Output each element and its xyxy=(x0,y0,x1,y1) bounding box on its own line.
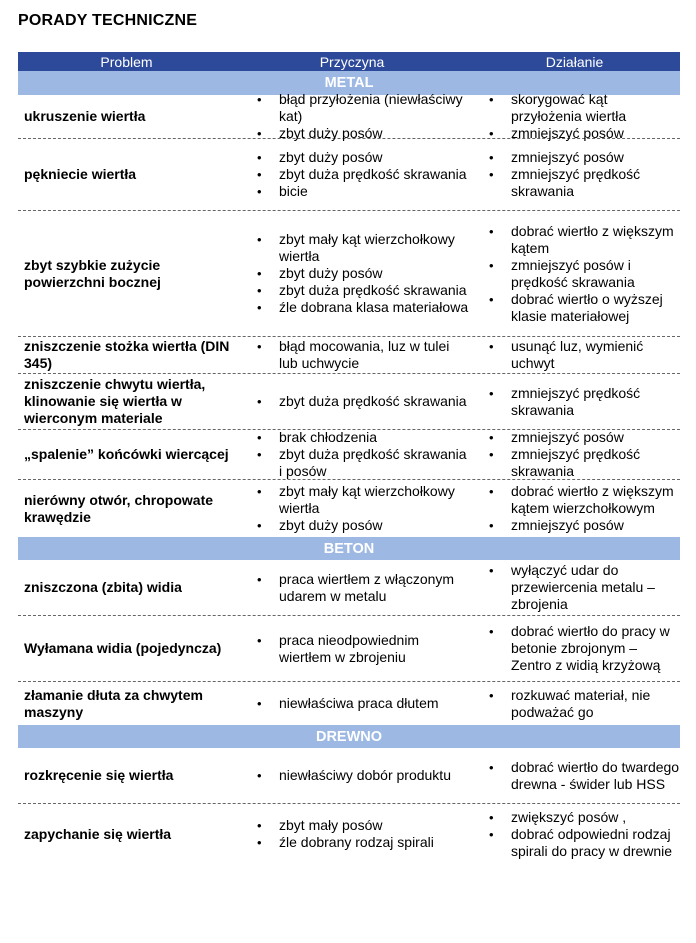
bullet-text: zbyt duży posów xyxy=(279,517,383,533)
bullet-icon: • xyxy=(257,696,262,711)
bullet-text: źle dobrana klasa materiałowa xyxy=(279,299,469,315)
bullet-item xyxy=(257,817,469,834)
bullet-icon: • xyxy=(489,167,494,182)
bullet-item xyxy=(257,299,469,316)
bullet-item xyxy=(257,834,469,851)
bullet-icon: • xyxy=(257,232,262,247)
bullet-icon: • xyxy=(257,167,262,182)
bullet-text: zwiększyć posów , xyxy=(511,808,627,825)
table-row xyxy=(18,560,680,616)
section-header: DREWNO xyxy=(18,725,680,748)
bullet-item xyxy=(257,265,469,282)
table-row xyxy=(18,480,680,537)
bullet-icon: • xyxy=(489,291,494,307)
bullet-icon: • xyxy=(489,223,494,239)
bullet-icon: • xyxy=(489,126,494,141)
problem-cell: złamanie dłuta za chwytem maszyny xyxy=(24,686,203,720)
bullet-icon: • xyxy=(489,430,494,445)
bullet-icon: • xyxy=(257,518,262,533)
bullet-text: zmniejszyć prędkość skrawania xyxy=(511,446,641,479)
bullet-item xyxy=(257,166,469,183)
bullet-item xyxy=(257,231,469,265)
bullet-item xyxy=(489,483,680,517)
cause-cell xyxy=(235,139,469,210)
bullet-icon: • xyxy=(257,283,262,298)
cause-cell xyxy=(235,748,469,803)
bullet-text: zbyt duża prędkość skrawania i posów xyxy=(279,446,467,479)
bullet-icon: • xyxy=(257,339,262,354)
bullet-item xyxy=(257,393,469,410)
bullet-text: praca nieodpowiednim wiertłem w zbrojeniu xyxy=(279,631,420,665)
bullet-icon: • xyxy=(489,257,494,273)
bullet-text: zbyt duża prędkość skrawania xyxy=(279,282,467,298)
table-row xyxy=(18,337,680,374)
bullet-icon: • xyxy=(257,447,262,462)
table-row xyxy=(18,211,680,337)
table-header xyxy=(18,52,680,71)
bullet-text: zmniejszyć posów xyxy=(511,517,624,533)
header-cause: Przyczyna xyxy=(319,53,385,70)
bullet-item xyxy=(489,623,680,674)
table-row xyxy=(18,430,680,480)
bullet-text: niewłaściwy dobór produktu xyxy=(279,767,451,783)
cause-cell xyxy=(235,560,469,615)
table-row xyxy=(18,139,680,211)
bullet-text: dobrać wiertło do twardego drewna - świder lub HSS xyxy=(511,758,680,792)
action-cell xyxy=(469,91,680,141)
bullet-item xyxy=(489,385,680,419)
bullet-icon: • xyxy=(489,484,494,499)
problem-cell: zapychanie się wiertła xyxy=(24,825,172,842)
action-cell xyxy=(469,374,680,429)
bullet-text: dobrać wiertło z większym kątem xyxy=(511,222,674,256)
bullet-text: zbyt mały posów xyxy=(279,817,383,833)
bullet-icon: • xyxy=(257,394,262,409)
bullet-text: praca wiertłem z włączonym udarem w metalu xyxy=(279,570,455,604)
bullet-icon: • xyxy=(257,430,262,445)
bullet-text: zmniejszyć posów xyxy=(511,429,624,445)
action-cell xyxy=(469,560,680,615)
section-header: METAL xyxy=(18,71,680,95)
problem-cell: rozkręcenie się wiertła xyxy=(24,767,174,783)
bullet-item xyxy=(257,338,469,372)
bullet-text: zmniejszyć posów i prędkość skrawania xyxy=(511,256,635,290)
bullet-icon: • xyxy=(489,809,494,825)
bullet-icon: • xyxy=(257,126,262,141)
section-header: BETON xyxy=(18,537,680,560)
bullet-icon: • xyxy=(489,759,494,775)
bullet-item xyxy=(489,291,680,325)
problem-cell: ukruszenie wiertła xyxy=(24,108,146,124)
bullet-icon: • xyxy=(257,184,262,199)
bullet-item xyxy=(489,166,680,200)
bullet-icon: • xyxy=(489,518,494,533)
bullet-item xyxy=(489,517,680,534)
bullet-item xyxy=(489,446,680,480)
tips-table xyxy=(18,52,680,864)
bullet-text: zbyt mały kąt wierzchołkowy wiertła xyxy=(279,231,455,264)
cause-cell xyxy=(235,374,469,429)
action-cell xyxy=(469,480,680,537)
bullet-item xyxy=(489,257,680,291)
cause-cell xyxy=(235,91,469,141)
bullet-text: dobrać wiertło z większym kątem wierzchołkowym xyxy=(511,483,674,516)
table-row xyxy=(18,616,680,682)
bullet-item xyxy=(489,826,680,860)
bullet-item xyxy=(489,429,680,446)
bullet-icon: • xyxy=(257,266,262,281)
bullet-icon: • xyxy=(489,563,494,578)
bullet-item xyxy=(489,562,680,613)
bullet-text: błąd przyłożenia (niewłaściwy kat) xyxy=(279,91,463,124)
bullet-item xyxy=(489,809,680,826)
bullet-icon: • xyxy=(257,835,262,850)
bullet-text: zmniejszyć posów xyxy=(511,125,624,141)
bullet-text: zmniejszyć posów xyxy=(511,149,624,165)
bullet-item xyxy=(257,91,469,125)
bullet-item xyxy=(257,767,469,784)
table-row xyxy=(18,748,680,804)
bullet-item xyxy=(489,223,680,257)
bullet-icon: • xyxy=(257,92,262,107)
page-title: PORADY TECHNICZNE xyxy=(18,12,198,29)
bullet-icon: • xyxy=(257,484,262,499)
table-row xyxy=(18,804,680,864)
bullet-icon: • xyxy=(489,339,494,354)
bullet-text: usunąć luz, wymienić uchwyt xyxy=(511,338,644,371)
bullet-text: wyłączyć udar do przewiercenia metalu – zbrojenia xyxy=(511,562,655,612)
bullet-item xyxy=(257,632,469,666)
bullet-text: błąd mocowania, luz w tulei lub uchwycie xyxy=(279,338,450,371)
bullet-text: brak chłodzenia xyxy=(279,429,378,445)
bullet-text: zmniejszyć prędkość skrawania xyxy=(511,384,641,418)
bullet-text: rozkuwać materiał, nie podważać go xyxy=(511,686,651,720)
bullet-item xyxy=(257,446,469,480)
action-cell xyxy=(469,211,680,336)
table-row xyxy=(18,682,680,725)
bullet-text: zmniejszyć prędkość skrawania xyxy=(511,166,641,199)
bullet-icon: • xyxy=(489,150,494,165)
bullet-text: dobrać wiertło do pracy w betonie zbrojonym – Zentro z widią krzyżową xyxy=(511,623,670,673)
bullet-text: zbyt duży posów xyxy=(279,149,383,165)
bullet-icon: • xyxy=(257,768,262,783)
bullet-item xyxy=(257,282,469,299)
bullet-icon: • xyxy=(489,687,494,703)
bullet-item xyxy=(489,759,680,793)
bullet-text: zbyt duża prędkość skrawania xyxy=(279,166,467,182)
table-body xyxy=(18,71,680,864)
bullet-text: dobrać odpowiedni rodzaj spirali do pracy w drewnie xyxy=(511,825,673,859)
bullet-text: bicie xyxy=(279,183,308,199)
table-row xyxy=(18,91,680,141)
bullet-text: zbyt duży posów xyxy=(279,125,383,141)
bullet-icon: • xyxy=(489,92,494,107)
action-cell xyxy=(469,682,680,725)
bullet-item xyxy=(257,483,469,517)
bullet-icon: • xyxy=(257,150,262,165)
cause-cell xyxy=(235,430,469,479)
cause-cell xyxy=(235,337,469,373)
cause-cell xyxy=(235,682,469,725)
table-row xyxy=(18,374,680,430)
problem-cell: Wyłamana widia (pojedyncza) xyxy=(24,640,222,656)
bullet-text: zbyt mały kąt wierzchołkowy wiertła xyxy=(279,483,455,516)
header-action: Działanie xyxy=(545,53,604,70)
problem-cell: „spalenie” końcówki wiercącej xyxy=(24,446,229,462)
bullet-item xyxy=(257,517,469,534)
problem-cell: zniszczenie chwytu wiertła, klinowanie się wiertła w wierconym materiale xyxy=(24,376,206,426)
cause-cell xyxy=(235,211,469,336)
bullet-icon: • xyxy=(257,571,262,587)
bullet-item xyxy=(257,183,469,200)
action-cell xyxy=(469,139,680,210)
header-problem: Problem xyxy=(100,53,153,70)
action-cell xyxy=(469,616,680,681)
bullet-text: dobrać wiertło o wyższej klasie materiałowej xyxy=(511,290,663,324)
bullet-item xyxy=(489,149,680,166)
bullet-text: skorygować kąt przyłożenia wiertła xyxy=(511,91,627,124)
action-cell xyxy=(469,430,680,479)
bullet-icon: • xyxy=(489,624,494,639)
bullet-icon: • xyxy=(257,300,262,315)
bullet-icon: • xyxy=(257,818,262,833)
bullet-item xyxy=(257,429,469,446)
bullet-icon: • xyxy=(489,385,494,401)
action-cell xyxy=(469,804,680,864)
bullet-text: zbyt duży posów xyxy=(279,265,383,281)
bullet-item xyxy=(257,695,469,712)
action-cell xyxy=(469,748,680,803)
cause-cell xyxy=(235,616,469,681)
problem-cell: pękniecie wiertła xyxy=(24,166,137,182)
bullet-item xyxy=(489,687,680,721)
bullet-text: zbyt duża prędkość skrawania xyxy=(279,393,467,409)
bullet-item xyxy=(257,149,469,166)
bullet-item xyxy=(489,338,680,372)
bullet-icon: • xyxy=(257,632,262,648)
bullet-item xyxy=(257,571,469,605)
bullet-item xyxy=(489,91,680,125)
problem-cell: nierówny otwór, chropowate krawędzie xyxy=(24,491,214,525)
problem-cell: zniszczona (zbita) widia xyxy=(24,579,182,595)
bullet-icon: • xyxy=(489,447,494,462)
problem-cell: zbyt szybkie zużycie powierzchni bocznej xyxy=(24,256,161,290)
problem-cell: zniszczenie stożka wiertła (DIN 345) xyxy=(24,338,230,371)
action-cell xyxy=(469,337,680,373)
bullet-icon: • xyxy=(489,826,494,842)
bullet-text: źle dobrany rodzaj spirali xyxy=(279,834,434,850)
cause-cell xyxy=(235,480,469,537)
cause-cell xyxy=(235,804,469,864)
bullet-text: niewłaściwa praca dłutem xyxy=(279,695,439,711)
